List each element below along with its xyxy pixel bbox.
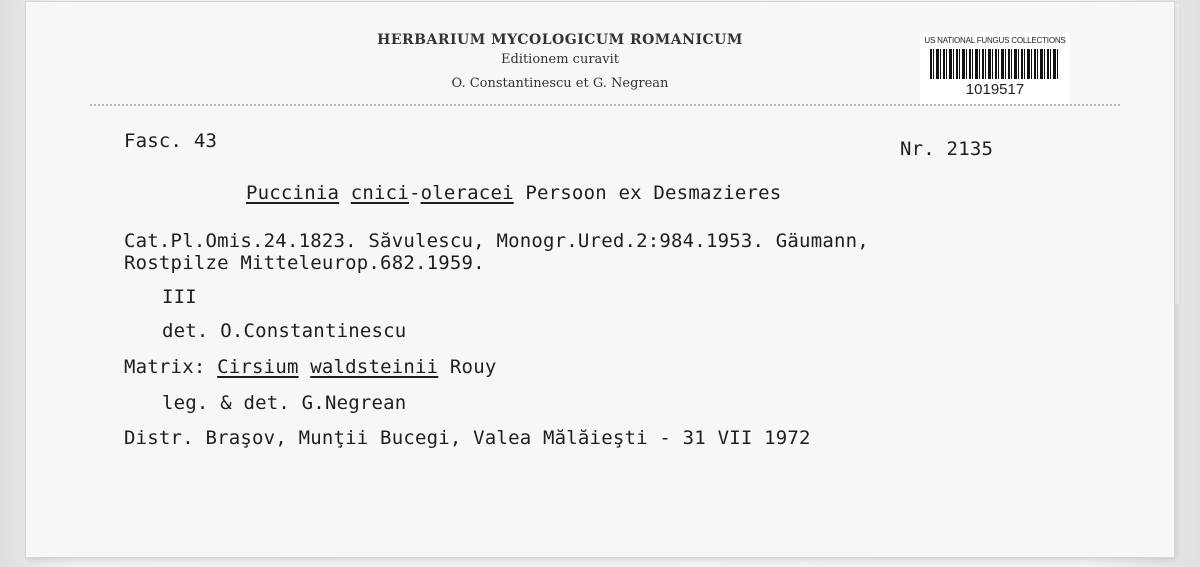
species-name [246, 182, 781, 204]
collector: leg. & det. G.Negrean [162, 392, 407, 414]
matrix-species: waldsteinii [310, 356, 439, 378]
fascicle-number: Fasc. 43 [124, 130, 218, 152]
editors-line: O. Constantinescu et G. Negrean [451, 76, 669, 91]
barcode-caption: US NATIONAL FUNGUS COLLECTIONS [924, 36, 1066, 45]
spore-stage: III [162, 286, 197, 308]
barcode-icon [930, 49, 1060, 79]
barcode-label [920, 32, 1070, 104]
species-author: Persoon ex Desmazieres [525, 182, 782, 204]
distribution: Distr. Braşov, Munţii Bucegi, Valea Mălăieşti - 31 VII 1972 [124, 427, 811, 449]
species-hyphen: - [408, 182, 421, 204]
matrix-prefix: Matrix: [124, 356, 206, 378]
label-header [330, 30, 790, 96]
exsiccata-number: Nr. 2135 [900, 138, 994, 160]
header-divider [90, 104, 1120, 106]
herbarium-title: HERBARIUM MYCOLOGICUM ROMANICUM [377, 32, 743, 48]
barcode-number: 1019517 [965, 81, 1025, 98]
determiner: det. O.Constantinescu [162, 320, 407, 342]
citation-line-2: Rostpilze Mitteleurop.682.1959. [124, 252, 485, 274]
species-epithet-1: cnici [350, 182, 409, 204]
edition-line: Editionem curavit [500, 52, 620, 67]
matrix-genus: Cirsium [217, 356, 299, 378]
citation-line-1: Cat.Pl.Omis.24.1823. Săvulescu, Monogr.Ured.2:984.1953. Gäumann, [124, 230, 869, 252]
matrix-author: Rouy [449, 356, 497, 378]
species-epithet-2: oleracei [420, 182, 514, 204]
matrix-line [124, 356, 496, 378]
species-genus: Puccinia [246, 182, 340, 204]
